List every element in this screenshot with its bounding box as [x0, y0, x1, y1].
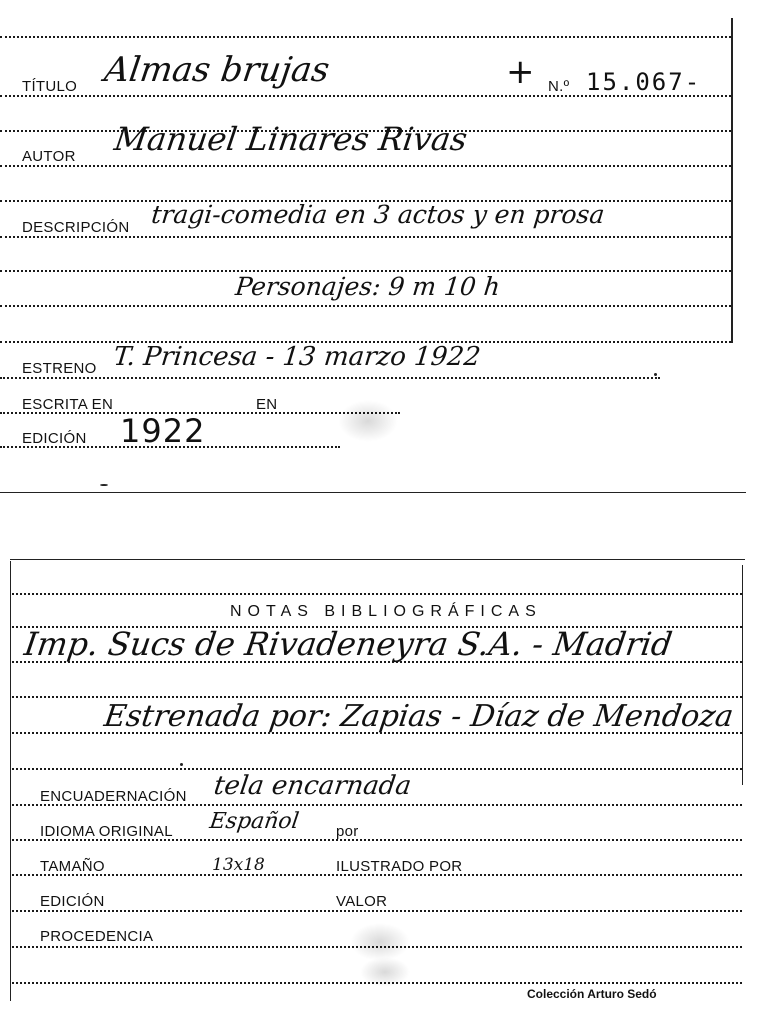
tamano-label: TAMAÑO	[40, 858, 105, 875]
ruled-line	[0, 165, 731, 167]
card-right-border	[742, 565, 743, 785]
notas-bibliograficas-header: NOTAS BIBLIOGRÁFICAS	[230, 603, 542, 620]
encuadernacion-label: ENCUADERNACIÓN	[40, 788, 187, 805]
ruled-line	[12, 910, 742, 912]
personajes-value: Personajes: 9 m 10 h	[234, 272, 502, 301]
ink-speck	[180, 763, 183, 766]
ilustrado-por-label: ILUSTRADO POR	[336, 858, 463, 875]
ruled-line	[0, 377, 660, 379]
ruled-line	[12, 593, 742, 595]
ink-smudge	[350, 923, 410, 961]
idioma-original-label: IDIOMA ORIGINAL	[40, 823, 173, 840]
tamano-value: 13x18	[212, 855, 265, 875]
numero-label: N.º	[548, 78, 570, 95]
collection-footer: Colección Arturo Sedó	[527, 987, 657, 1001]
autor-value: Manuel Linares Rivas	[112, 120, 470, 158]
card-top-border	[10, 559, 745, 560]
card-bottom-border	[0, 492, 746, 493]
encuadernacion-value: tela encarnada	[212, 771, 414, 801]
descripcion-label: DESCRIPCIÓN	[22, 219, 130, 236]
numero-value: 15.067-	[586, 68, 702, 96]
en-label: EN	[256, 396, 278, 413]
cross-mark: +	[506, 52, 535, 92]
bottom-catalog-card	[0, 495, 759, 1028]
titulo-label: TÍTULO	[22, 78, 78, 95]
ink-speck	[654, 373, 657, 376]
card-left-border	[10, 561, 11, 1001]
idioma-original-value: Español	[208, 809, 301, 834]
ruled-line	[0, 305, 731, 307]
ink-smudge	[360, 957, 410, 987]
edicion-label: EDICIÓN	[22, 430, 87, 447]
edicion-label: EDICIÓN	[40, 893, 105, 910]
estreno-value: T. Princesa - 13 marzo 1922	[112, 342, 483, 372]
autor-label: AUTOR	[22, 148, 76, 165]
estreno-label: ESTRENO	[22, 360, 97, 377]
ink-speck	[100, 484, 108, 486]
valor-label: VALOR	[336, 893, 388, 910]
card-right-border	[731, 18, 733, 343]
procedencia-label: PROCEDENCIA	[40, 928, 154, 945]
escrita-en-label: ESCRITA EN	[22, 396, 114, 413]
titulo-value: Almas brujas	[102, 50, 332, 90]
top-catalog-card	[0, 0, 759, 495]
ruled-line	[0, 36, 731, 38]
edicion-value: 1922	[120, 412, 206, 450]
por-label: por	[336, 823, 359, 840]
ruled-line	[12, 768, 742, 770]
ruled-line	[0, 236, 731, 238]
notes-line-1: Imp. Sucs de Rivadeneyra S.A. - Madrid	[22, 625, 675, 663]
descripcion-value: tragi-comedia en 3 actos y en prosa	[150, 200, 606, 229]
ruled-line	[12, 696, 742, 698]
ink-smudge	[338, 400, 398, 442]
notes-line-2: Estrenada por: Zapias - Díaz de Mendoza	[102, 699, 736, 734]
